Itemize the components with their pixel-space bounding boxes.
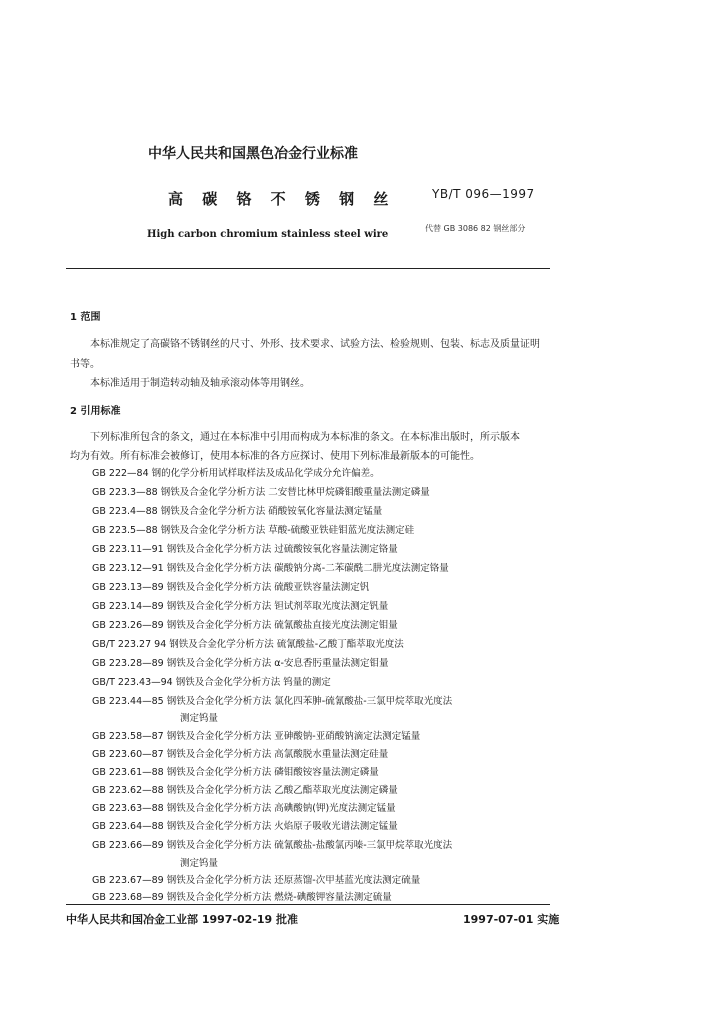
reference-item: GB 223.61—88 钢铁及合金化学分析方法 磷钼酸铵容量法测定磷量 — [92, 767, 379, 778]
reference-item: GB 223.4—88 钢铁及合金化学分析方法 硝酸铵氧化容量法测定锰量 — [92, 506, 383, 517]
english-title: High carbon chromium stainless steel wire — [147, 229, 389, 240]
standard-organization: 中华人民共和国黑色冶金行业标准 — [148, 146, 358, 162]
reference-item-continuation: 测定钨量 — [180, 713, 219, 724]
reference-item: GB 223.3—88 钢铁及合金化学分析方法 二安替比林甲烷磷钼酸重量法测定磷量 — [92, 487, 430, 498]
reference-item: GB 223.67—89 钢铁及合金化学分析方法 还原蒸馏-次甲基蓝光度法测定硫量 — [92, 875, 421, 886]
reference-item: GB 223.64—88 钢铁及合金化学分析方法 火焰原子吸收光谱法测定锰量 — [92, 821, 398, 832]
reference-item: GB/T 223.43—94 钢铁及合金化学分析方法 钨量的测定 — [92, 677, 331, 688]
section-1-paragraph-2: 本标准适用于制造转动轴及轴承滚动体等用钢丝。 — [90, 378, 310, 389]
reference-item: GB 223.28—89 钢铁及合金化学分析方法 α-安息香肟重量法测定钼量 — [92, 658, 389, 669]
approval-line: 中华人民共和国冶金工业部 1997-02-19 批准 — [66, 913, 299, 926]
effective-date: 1997-07-01 实施 — [463, 913, 560, 926]
document-title: 高 碳 铬 不 锈 钢 丝 — [168, 190, 396, 208]
section-1-paragraph-1-line-2: 书等。 — [70, 359, 100, 370]
reference-item: GB 223.68—89 钢铁及合金化学分析方法 燃烧-碘酸钾容量法测定硫量 — [92, 892, 392, 903]
section-2-intro-line-2: 均为有效。所有标准会被修订，使用本标准的各方应探讨、使用下列标准最新版本的可能性。 — [70, 451, 480, 462]
replaces-note: 代替 GB 3086 82 钢丝部分 — [425, 224, 526, 233]
reference-item: GB 223.62—88 钢铁及合金化学分析方法 乙酸乙酯萃取光度法测定磷量 — [92, 785, 398, 796]
reference-item: GB 223.5—88 钢铁及合金化学分析方法 草酸-硫酸亚铁硅钼蓝光度法测定硅 — [92, 525, 415, 536]
reference-item-continuation: 测定钨量 — [180, 858, 219, 869]
section-2-intro-line-1: 下列标准所包含的条文，通过在本标准中引用而构成为本标准的条文。在本标准出版时，所示版本 — [90, 432, 520, 443]
reference-item: GB/T 223.27 94 钢铁及合金化学分析方法 硫氰酸盐-乙酸丁酯萃取光度法 — [92, 639, 404, 650]
reference-item: GB 223.13—89 钢铁及合金化学分析方法 硫酸亚铁容量法测定钒 — [92, 582, 370, 593]
footer-divider — [66, 904, 550, 905]
reference-item: GB 223.66—89 钢铁及合金化学分析方法 硫氰酸盐-盐酸氯丙嗪-三氯甲烷萃取光度法 — [92, 840, 453, 851]
reference-item: GB 223.58—87 钢铁及合金化学分析方法 亚砷酸钠-亚硝酸钠滴定法测定锰量 — [92, 731, 421, 742]
standard-code: YB/T 096—1997 — [432, 187, 535, 201]
section-2-heading: 2 引用标准 — [70, 406, 121, 417]
reference-item: GB 223.63—88 钢铁及合金化学分析方法 高碘酸钠(钾)光度法测定锰量 — [92, 803, 396, 814]
section-1-paragraph-1-line-1: 本标准规定了高碳铬不锈钢丝的尺寸、外形、技术要求、试验方法、检验规则、包装、标志及质量证明 — [90, 339, 540, 350]
reference-item: GB 223.14—89 钢铁及合金化学分析方法 钽试剂萃取光度法测定钒量 — [92, 601, 389, 612]
section-1-heading: 1 范围 — [70, 312, 101, 323]
reference-item: GB 223.44—85 钢铁及合金化学分析方法 氯化四苯胂-硫氰酸盐-三氯甲烷萃取光度法 — [92, 696, 453, 707]
reference-item: GB 223.12—91 钢铁及合金化学分析方法 碳酸钠分离-二苯碳酰二肼光度法测定铬量 — [92, 563, 449, 574]
reference-item: GB 223.11—91 钢铁及合金化学分析方法 过硫酸铵氧化容量法测定铬量 — [92, 544, 398, 555]
reference-item: GB 223.26—89 钢铁及合金化学分析方法 硫氰酸盐直接光度法测定钼量 — [92, 620, 398, 631]
header-divider — [66, 268, 550, 269]
reference-item: GB 222—84 钢的化学分析用试样取样法及成品化学成分允许偏差。 — [92, 468, 380, 479]
reference-item: GB 223.60—87 钢铁及合金化学分析方法 高氯酸脱水重量法测定硅量 — [92, 749, 389, 760]
